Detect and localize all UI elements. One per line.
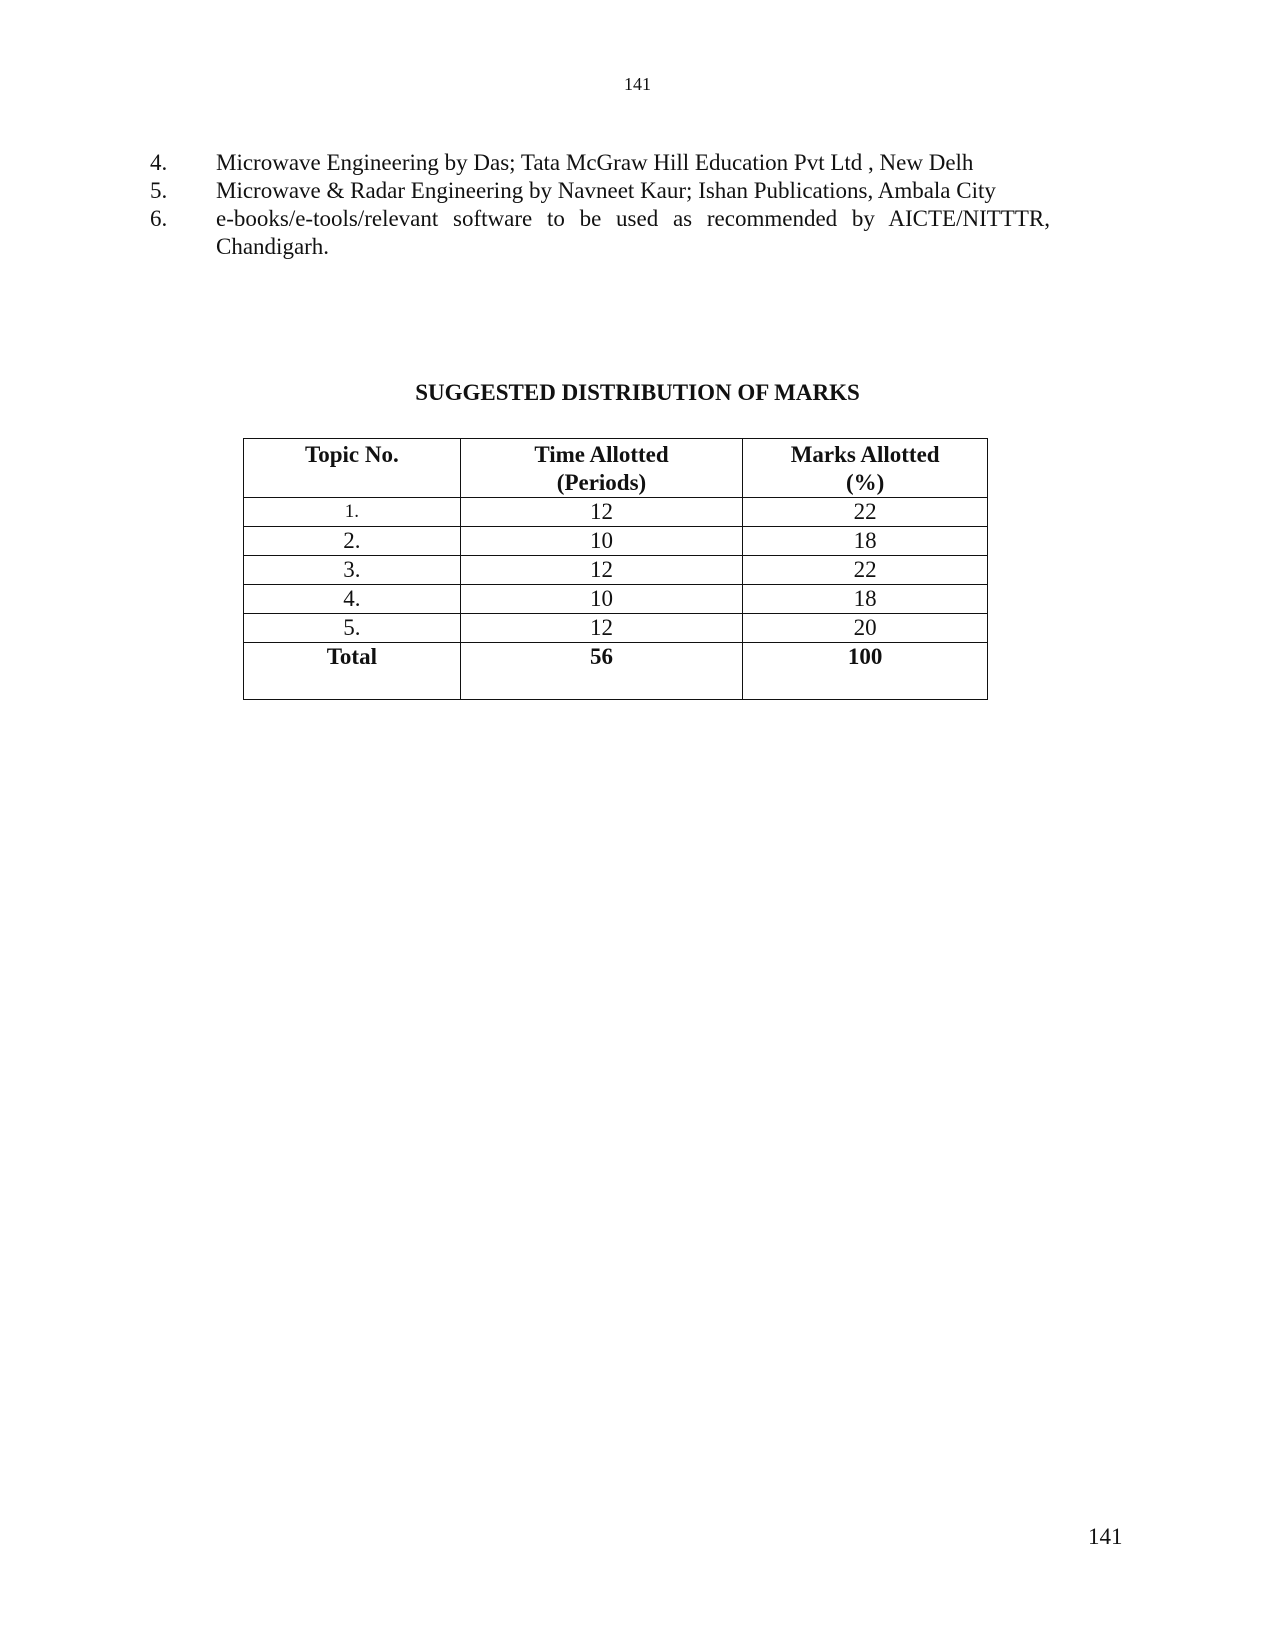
cell-time: 12: [460, 498, 743, 527]
cell-marks: 18: [743, 585, 988, 614]
cell-topic: 3.: [244, 556, 461, 585]
table-row: [244, 527, 988, 556]
marks-distribution-table: [243, 438, 988, 700]
reference-number: 5.: [150, 178, 168, 203]
reference-number: 4.: [150, 150, 168, 175]
cell-marks: 20: [743, 614, 988, 643]
table-heading: SUGGESTED DISTRIBUTION OF MARKS: [415, 380, 860, 405]
table-total-row: [244, 643, 988, 700]
header-marks-unit: (%): [845, 470, 885, 495]
reference-number: 6.: [150, 206, 168, 231]
cell-marks: 18: [743, 527, 988, 556]
total-marks: 100: [743, 643, 988, 700]
reference-item: [150, 205, 1050, 261]
reference-list: [150, 149, 1050, 261]
header-marks: [743, 439, 988, 498]
table-row: [244, 585, 988, 614]
cell-time: 12: [460, 556, 743, 585]
header-time: [460, 439, 743, 498]
cell-time: 10: [460, 527, 743, 556]
cell-time: 12: [460, 614, 743, 643]
table-row: [244, 556, 988, 585]
cell-marks: 22: [743, 498, 988, 527]
reference-item: [150, 177, 1050, 205]
header-marks-label: Marks Allotted: [790, 442, 940, 467]
reference-item: [150, 149, 1050, 177]
cell-topic: 5.: [244, 614, 461, 643]
cell-marks: 22: [743, 556, 988, 585]
total-time: 56: [460, 643, 743, 700]
total-label: Total: [244, 643, 461, 700]
header-topic-label: Topic No.: [304, 442, 399, 467]
cell-topic: 1.: [244, 498, 461, 527]
cell-topic: 4.: [244, 585, 461, 614]
page-number-top: 141: [624, 74, 651, 94]
table-header-row: [244, 439, 988, 498]
reference-text: Microwave & Radar Engineering by Navneet Kaur; Ishan Publications, Ambala City: [216, 178, 996, 203]
cell-topic: 2.: [244, 527, 461, 556]
reference-text: Microwave Engineering by Das; Tata McGraw Hill Education Pvt Ltd , New Delh: [216, 150, 974, 175]
header-time-label: Time Allotted: [534, 442, 669, 467]
header-topic: [244, 439, 461, 498]
table-row: [244, 498, 988, 527]
cell-time: 10: [460, 585, 743, 614]
page-number-bottom: 141: [1088, 1524, 1123, 1549]
reference-text: e-books/e-tools/relevant software to be used as recommended by AICTE/NITTTR, Chandigarh.: [216, 206, 1050, 259]
table-row: [244, 614, 988, 643]
header-time-unit: (Periods): [556, 470, 647, 495]
